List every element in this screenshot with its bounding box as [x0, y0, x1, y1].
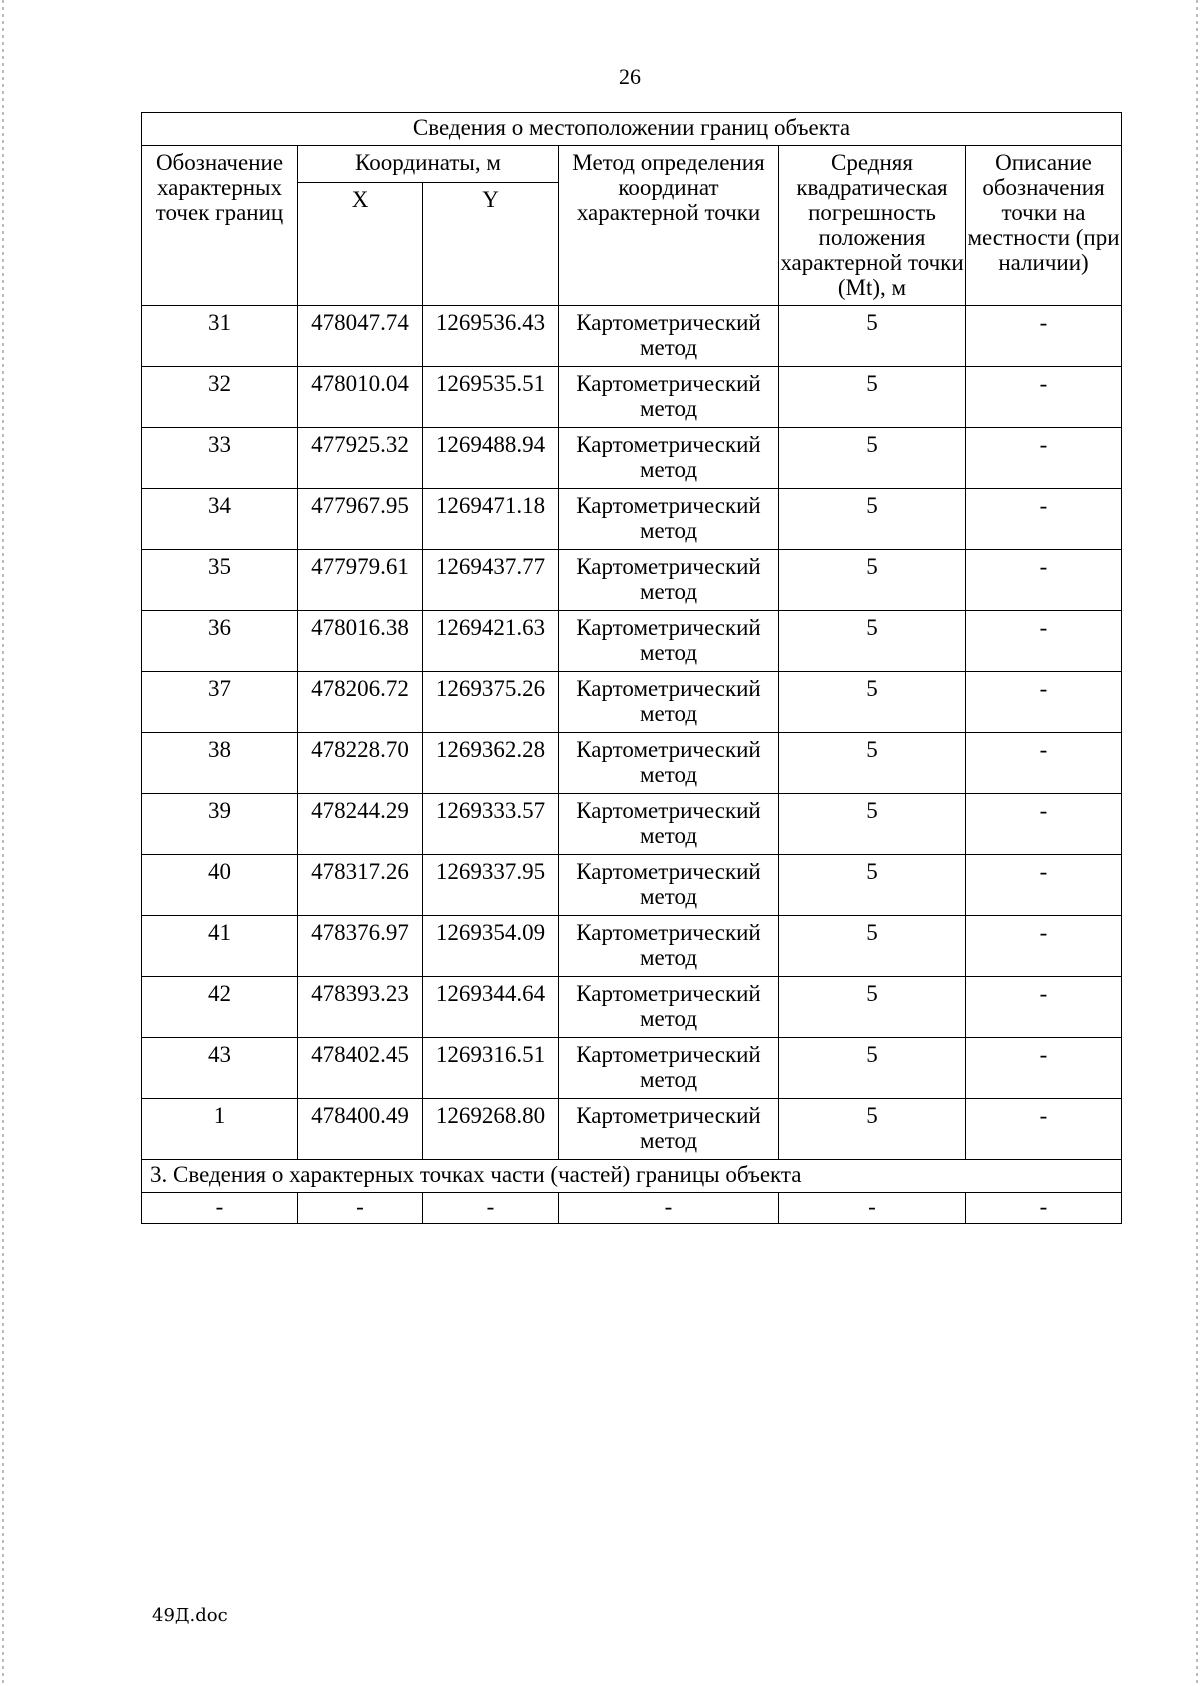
cell-point: 40: [142, 855, 298, 916]
header-designation: Обозначение характерных точек границ: [142, 146, 298, 306]
cell-method: Картометрический метод: [559, 489, 779, 550]
header-coordinates: Координаты, м: [298, 146, 559, 183]
cell-method: Картометрический метод: [559, 733, 779, 794]
cell-description: -: [966, 550, 1122, 611]
table-row: [142, 367, 1122, 428]
table-row: [142, 1038, 1122, 1099]
cell-point: 43: [142, 1038, 298, 1099]
cell-x: 478228.70: [298, 733, 423, 794]
cell-y: 1269316.51: [423, 1038, 559, 1099]
cell-description: -: [966, 611, 1122, 672]
table-title: Сведения о местоположении границ объекта: [142, 113, 1122, 146]
cell-x: 477979.61: [298, 550, 423, 611]
header-error: Средняя квадратическая погрешность положения характерной точки (Mt), м: [779, 146, 966, 306]
cell-error: 5: [779, 367, 966, 428]
header-x: X: [298, 183, 423, 306]
page-number: 26: [619, 64, 641, 89]
cell-method: Картометрический метод: [559, 1038, 779, 1099]
cell-error: 5: [779, 1099, 966, 1160]
cell-point: 33: [142, 428, 298, 489]
cell-method: Картометрический метод: [559, 306, 779, 367]
cell-point: 31: [142, 306, 298, 367]
cell-description: -: [966, 306, 1122, 367]
cell-description: -: [966, 1038, 1122, 1099]
cell-error: 5: [779, 489, 966, 550]
cell-y: 1269488.94: [423, 428, 559, 489]
cell-point: 32: [142, 367, 298, 428]
cell-y: 1269437.77: [423, 550, 559, 611]
cell-error: 5: [779, 550, 966, 611]
cell-method: Картометрический метод: [559, 428, 779, 489]
cell-y: 1269354.09: [423, 916, 559, 977]
section-3-row: [142, 1193, 1122, 1224]
cell-y: 1269337.95: [423, 855, 559, 916]
cell-method: Картометрический метод: [559, 672, 779, 733]
cell-method: Картометрический метод: [559, 367, 779, 428]
cell-description: -: [966, 1099, 1122, 1160]
cell-description: -: [966, 489, 1122, 550]
table-row: [142, 672, 1122, 733]
cell-x: 478317.26: [298, 855, 423, 916]
cell-point: 41: [142, 916, 298, 977]
cell-x: 478016.38: [298, 611, 423, 672]
table-row: [142, 1099, 1122, 1160]
cell-error: 5: [779, 977, 966, 1038]
cell-y: 1269268.80: [423, 1099, 559, 1160]
cell-point: 35: [142, 550, 298, 611]
table-row: [142, 550, 1122, 611]
cell-x: 477967.95: [298, 489, 423, 550]
cell-description: -: [966, 794, 1122, 855]
cell-point: 1: [142, 1099, 298, 1160]
cell-y: 1269471.18: [423, 489, 559, 550]
cell-x: 478393.23: [298, 977, 423, 1038]
cell-description: -: [966, 367, 1122, 428]
cell-x: 478010.04: [298, 367, 423, 428]
table-row: [142, 977, 1122, 1038]
section-3-cell: -: [423, 1193, 559, 1224]
cell-y: 1269421.63: [423, 611, 559, 672]
cell-y: 1269362.28: [423, 733, 559, 794]
cell-point: 34: [142, 489, 298, 550]
table-row: [142, 794, 1122, 855]
cell-point: 42: [142, 977, 298, 1038]
scan-edge-right: [1196, 0, 1198, 1686]
cell-x: 478206.72: [298, 672, 423, 733]
cell-error: 5: [779, 855, 966, 916]
table-row: [142, 916, 1122, 977]
cell-error: 5: [779, 306, 966, 367]
cell-x: 478047.74: [298, 306, 423, 367]
cell-error: 5: [779, 428, 966, 489]
section-3-cell: -: [298, 1193, 423, 1224]
table-row: [142, 611, 1122, 672]
section-3-cell: -: [559, 1193, 779, 1224]
cell-method: Картометрический метод: [559, 977, 779, 1038]
table-row: [142, 733, 1122, 794]
cell-x: 478376.97: [298, 916, 423, 977]
cell-description: -: [966, 855, 1122, 916]
table-row: [142, 489, 1122, 550]
header-description: Описание обозначения точки на местности (при наличии): [966, 146, 1122, 306]
cell-point: 39: [142, 794, 298, 855]
cell-x: 478244.29: [298, 794, 423, 855]
cell-x: 478402.45: [298, 1038, 423, 1099]
section-3-cell: -: [779, 1193, 966, 1224]
cell-description: -: [966, 733, 1122, 794]
cell-method: Картометрический метод: [559, 855, 779, 916]
cell-y: 1269536.43: [423, 306, 559, 367]
cell-description: -: [966, 916, 1122, 977]
footer-filename: 49Д.doc: [152, 1605, 228, 1626]
table-row: [142, 428, 1122, 489]
cell-method: Картометрический метод: [559, 611, 779, 672]
cell-y: 1269375.26: [423, 672, 559, 733]
cell-point: 37: [142, 672, 298, 733]
cell-error: 5: [779, 733, 966, 794]
cell-point: 36: [142, 611, 298, 672]
cell-method: Картометрический метод: [559, 916, 779, 977]
cell-description: -: [966, 428, 1122, 489]
table-row: [142, 855, 1122, 916]
cell-method: Картометрический метод: [559, 1099, 779, 1160]
cell-y: 1269535.51: [423, 367, 559, 428]
boundary-table: [141, 112, 1122, 1224]
cell-error: 5: [779, 794, 966, 855]
cell-error: 5: [779, 1038, 966, 1099]
cell-y: 1269344.64: [423, 977, 559, 1038]
cell-description: -: [966, 977, 1122, 1038]
cell-error: 5: [779, 611, 966, 672]
header-method: Метод определения координат характерной точки: [559, 146, 779, 306]
header-y: Y: [423, 183, 559, 306]
cell-method: Картометрический метод: [559, 550, 779, 611]
section-3-title: 3. Сведения о характерных точках части (частей) границы объекта: [142, 1160, 1122, 1193]
section-3-cell: -: [142, 1193, 298, 1224]
cell-x: 477925.32: [298, 428, 423, 489]
cell-error: 5: [779, 916, 966, 977]
scan-edge-left: [2, 0, 4, 1686]
section-3-cell: -: [966, 1193, 1122, 1224]
cell-error: 5: [779, 672, 966, 733]
cell-y: 1269333.57: [423, 794, 559, 855]
table-row: [142, 306, 1122, 367]
cell-description: -: [966, 672, 1122, 733]
cell-method: Картометрический метод: [559, 794, 779, 855]
cell-point: 38: [142, 733, 298, 794]
cell-x: 478400.49: [298, 1099, 423, 1160]
